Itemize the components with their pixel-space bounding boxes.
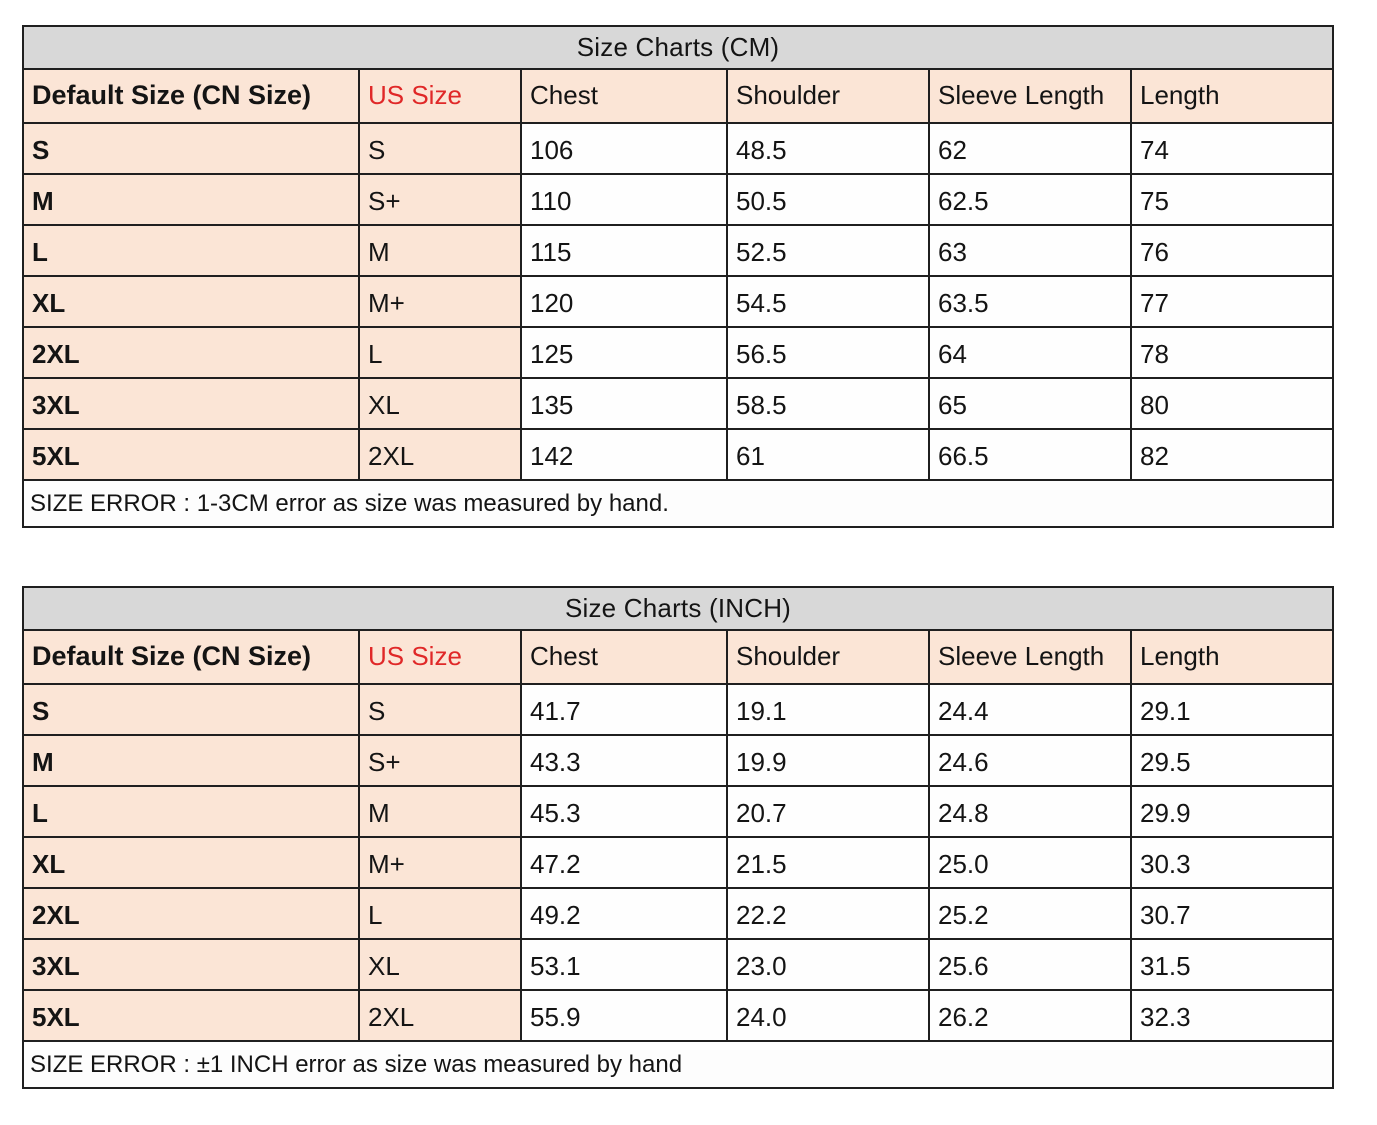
- measurement-cell: 29.9: [1131, 786, 1333, 837]
- column-header-us-size: US Size: [359, 69, 521, 123]
- cn-size-cell: XL: [23, 276, 359, 327]
- measurement-cell: 64: [929, 327, 1131, 378]
- table-row: [23, 735, 1333, 786]
- table-title-row: [23, 26, 1333, 69]
- table-row: [23, 378, 1333, 429]
- us-size-cell: M+: [359, 276, 521, 327]
- table-row: [23, 786, 1333, 837]
- measurement-cell: 25.0: [929, 837, 1131, 888]
- measurement-cell: 135: [521, 378, 727, 429]
- measurement-cell: 106: [521, 123, 727, 174]
- table-row: [23, 429, 1333, 480]
- measurement-cell: 62: [929, 123, 1131, 174]
- footer-row: [23, 1041, 1333, 1088]
- measurement-cell: 78: [1131, 327, 1333, 378]
- measurement-cell: 20.7: [727, 786, 929, 837]
- column-header-sleeve-length: Sleeve Length: [929, 69, 1131, 123]
- measurement-cell: 22.2: [727, 888, 929, 939]
- measurement-cell: 24.8: [929, 786, 1131, 837]
- measurement-cell: 56.5: [727, 327, 929, 378]
- cn-size-cell: S: [23, 684, 359, 735]
- measurement-cell: 29.1: [1131, 684, 1333, 735]
- cn-size-cell: L: [23, 786, 359, 837]
- cn-size-cell: 3XL: [23, 939, 359, 990]
- measurement-cell: 65: [929, 378, 1131, 429]
- measurement-cell: 115: [521, 225, 727, 276]
- us-size-cell: XL: [359, 378, 521, 429]
- cn-size-cell: M: [23, 735, 359, 786]
- column-header-us-size: US Size: [359, 630, 521, 684]
- us-size-cell: 2XL: [359, 990, 521, 1041]
- measurement-cell: 30.7: [1131, 888, 1333, 939]
- column-header-default-size-cn-size: Default Size (CN Size): [23, 69, 359, 123]
- size-chart-cm-table: [22, 25, 1334, 528]
- us-size-cell: S: [359, 123, 521, 174]
- table-row: [23, 225, 1333, 276]
- table-row: [23, 327, 1333, 378]
- us-size-cell: S+: [359, 735, 521, 786]
- us-size-cell: M+: [359, 837, 521, 888]
- us-size-cell: XL: [359, 939, 521, 990]
- cn-size-cell: S: [23, 123, 359, 174]
- us-size-cell: L: [359, 888, 521, 939]
- measurement-cell: 32.3: [1131, 990, 1333, 1041]
- measurement-cell: 41.7: [521, 684, 727, 735]
- measurement-cell: 21.5: [727, 837, 929, 888]
- measurement-cell: 52.5: [727, 225, 929, 276]
- measurement-cell: 55.9: [521, 990, 727, 1041]
- column-header-default-size-cn-size: Default Size (CN Size): [23, 630, 359, 684]
- measurement-cell: 63: [929, 225, 1131, 276]
- us-size-cell: S+: [359, 174, 521, 225]
- measurement-cell: 49.2: [521, 888, 727, 939]
- cn-size-cell: 3XL: [23, 378, 359, 429]
- measurement-cell: 19.1: [727, 684, 929, 735]
- us-size-cell: 2XL: [359, 429, 521, 480]
- measurement-cell: 74: [1131, 123, 1333, 174]
- measurement-cell: 24.0: [727, 990, 929, 1041]
- us-size-cell: M: [359, 786, 521, 837]
- measurement-cell: 25.2: [929, 888, 1131, 939]
- table-row: [23, 174, 1333, 225]
- column-header-sleeve-length: Sleeve Length: [929, 630, 1131, 684]
- measurement-cell: 50.5: [727, 174, 929, 225]
- table-title-cm: Size Charts (CM): [23, 26, 1333, 69]
- measurement-cell: 76: [1131, 225, 1333, 276]
- measurement-cell: 61: [727, 429, 929, 480]
- column-header-chest: Chest: [521, 69, 727, 123]
- column-header-row: [23, 630, 1333, 684]
- measurement-cell: 125: [521, 327, 727, 378]
- us-size-cell: M: [359, 225, 521, 276]
- measurement-cell: 45.3: [521, 786, 727, 837]
- measurement-cell: 53.1: [521, 939, 727, 990]
- cn-size-cell: 2XL: [23, 888, 359, 939]
- table-title-inch: Size Charts (INCH): [23, 587, 1333, 630]
- cn-size-cell: 5XL: [23, 990, 359, 1041]
- measurement-cell: 24.4: [929, 684, 1131, 735]
- measurement-cell: 142: [521, 429, 727, 480]
- cn-size-cell: 2XL: [23, 327, 359, 378]
- column-header-row: [23, 69, 1333, 123]
- measurement-cell: 25.6: [929, 939, 1131, 990]
- cn-size-cell: XL: [23, 837, 359, 888]
- us-size-cell: S: [359, 684, 521, 735]
- size-charts-container: [22, 25, 1334, 1089]
- cn-size-cell: 5XL: [23, 429, 359, 480]
- cn-size-cell: M: [23, 174, 359, 225]
- table-row: [23, 123, 1333, 174]
- measurement-cell: 23.0: [727, 939, 929, 990]
- table-row: [23, 888, 1333, 939]
- measurement-cell: 120: [521, 276, 727, 327]
- column-header-length: Length: [1131, 69, 1333, 123]
- measurement-cell: 26.2: [929, 990, 1131, 1041]
- measurement-cell: 82: [1131, 429, 1333, 480]
- measurement-cell: 48.5: [727, 123, 929, 174]
- column-header-shoulder: Shoulder: [727, 69, 929, 123]
- measurement-cell: 29.5: [1131, 735, 1333, 786]
- measurement-cell: 31.5: [1131, 939, 1333, 990]
- measurement-cell: 24.6: [929, 735, 1131, 786]
- column-header-length: Length: [1131, 630, 1333, 684]
- us-size-cell: L: [359, 327, 521, 378]
- column-header-chest: Chest: [521, 630, 727, 684]
- measurement-cell: 43.3: [521, 735, 727, 786]
- measurement-cell: 47.2: [521, 837, 727, 888]
- measurement-cell: 110: [521, 174, 727, 225]
- size-error-note-cm: SIZE ERROR : 1-3CM error as size was measured by hand.: [23, 480, 1333, 527]
- measurement-cell: 19.9: [727, 735, 929, 786]
- measurement-cell: 66.5: [929, 429, 1131, 480]
- measurement-cell: 54.5: [727, 276, 929, 327]
- table-row: [23, 990, 1333, 1041]
- cn-size-cell: L: [23, 225, 359, 276]
- table-row: [23, 837, 1333, 888]
- measurement-cell: 77: [1131, 276, 1333, 327]
- measurement-cell: 75: [1131, 174, 1333, 225]
- table-row: [23, 684, 1333, 735]
- table-title-row: [23, 587, 1333, 630]
- measurement-cell: 80: [1131, 378, 1333, 429]
- table-row: [23, 276, 1333, 327]
- measurement-cell: 30.3: [1131, 837, 1333, 888]
- size-chart-inch-table: [22, 586, 1334, 1089]
- measurement-cell: 63.5: [929, 276, 1131, 327]
- footer-row: [23, 480, 1333, 527]
- measurement-cell: 58.5: [727, 378, 929, 429]
- table-row: [23, 939, 1333, 990]
- column-header-shoulder: Shoulder: [727, 630, 929, 684]
- size-error-note-inch: SIZE ERROR : ±1 INCH error as size was measured by hand: [23, 1041, 1333, 1088]
- measurement-cell: 62.5: [929, 174, 1131, 225]
